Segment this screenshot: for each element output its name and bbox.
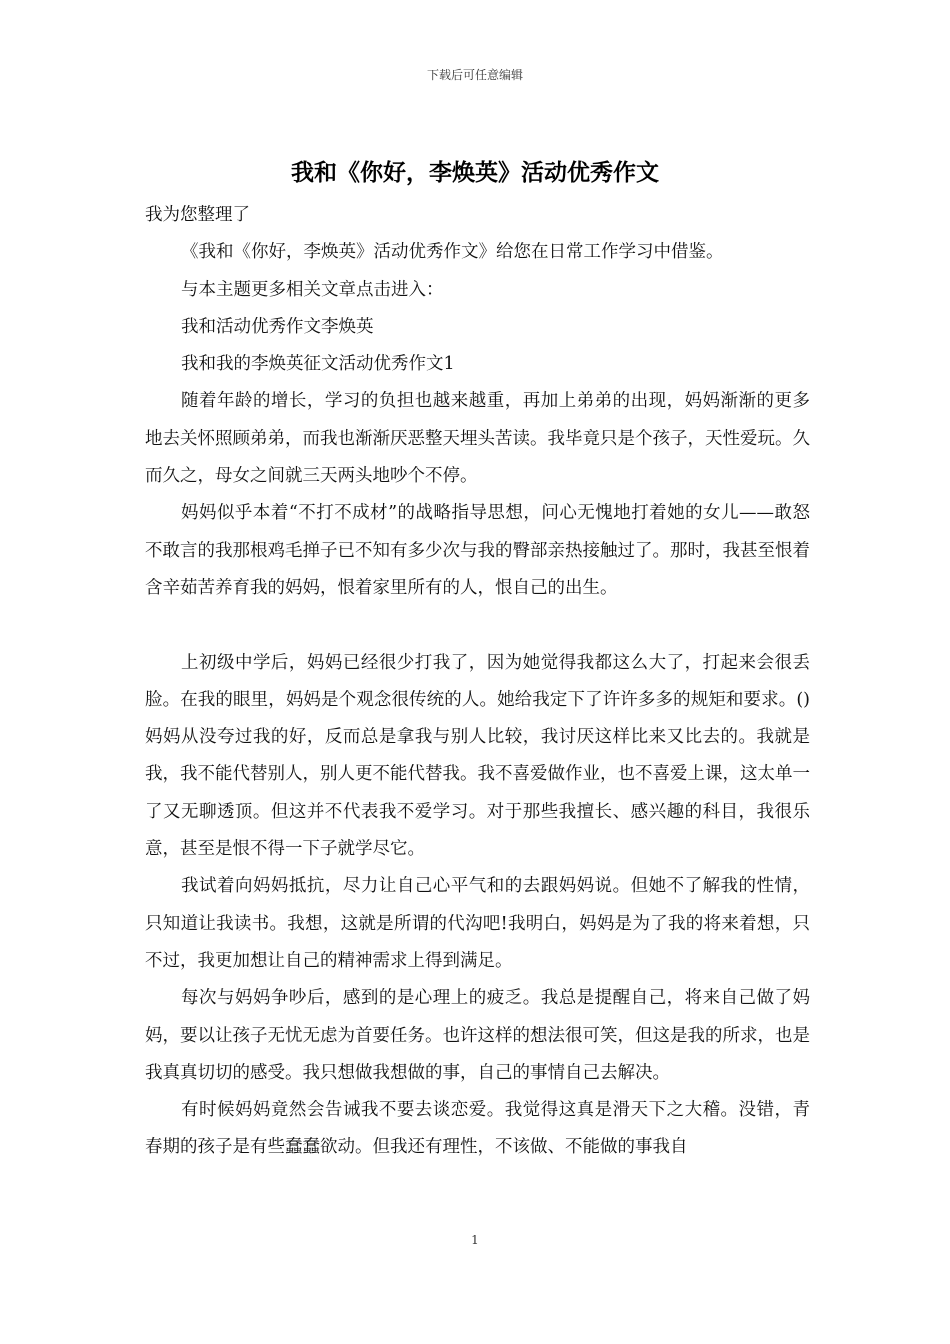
document-body <box>145 197 810 1167</box>
page-header: 下载后可任意编辑 <box>426 68 523 82</box>
paragraph: 有时候妈妈竟然会告诫我不要去谈恋爱。我觉得这真是滑天下之大稽。没错，青春期的孩子是有些蠢蠢欲动。但我还有理性，不该做、不能做的事我自 <box>145 1100 810 1158</box>
paragraph-reference: 《我和《你好，李焕英》活动优秀作文》给您在日常工作学习中借鉴。 <box>181 242 724 263</box>
paragraph: 我试着向妈妈抵抗，尽力让自己心平气和的去跟妈妈说。但她不了解我的性情，只知道让我读书。我想，这就是所谓的代沟吧!我明白，妈妈是为了我的将来着想，只不过，我更加想让自己的精神需求上得到满足。 <box>145 876 810 971</box>
paragraph: 妈妈似乎本着“不打不成材”的战略指导思想，问心无愧地打着她的女儿——敢怒不敢言的我那根鸡毛掸子已不知有多少次与我的臀部亲热接触过了。那时，我甚至恨着含辛茹苦养育我的妈妈，恨着家里所有的人，恨自己的出生。 <box>145 503 810 598</box>
paragraph: 每次与妈妈争吵后，感到的是心理上的疲乏。我总是提醒自己，将来自己做了妈妈，要以让孩子无忧无虑为首要任务。也许这样的想法很可笑，但这是我的所求，也是我真真切切的感受。我只想做我想做的事，自己的事情自己去解决。 <box>145 988 810 1083</box>
paragraph: 上初级中学后，妈妈已经很少打我了，因为她觉得我都这么大了，打起来会很丢脸。在我的眼里，妈妈是个观念很传统的人。她给我定下了许许多多的规矩和要求。()妈妈从没夸过我的好，反而总是拿我与别人比较，我讨厌这样比来又比去的。我就是我，我不能代替别人，别人更不能代替我。我不喜爱做作业，也不喜爱上课，这太单一了又无聊透顶。但这并不代表我不爱学习。对于那些我擅长、感兴趣的科目，我很乐意，甚至是恨不得一下子就学尽它。 <box>145 652 810 860</box>
paragraph: 随着年龄的增长，学习的负担也越来越重，再加上弟弟的出现，妈妈渐渐的更多地去关怀照顾弟弟，而我也渐渐厌恶整天埋头苦读。我毕竟只是个孩子，天性爱玩。久而久之，母女之间就三天两头地吵个不停。 <box>145 391 810 487</box>
related-article-link[interactable]: 我和活动优秀作文李焕英 <box>181 316 374 337</box>
blank-line <box>145 607 810 644</box>
paragraph-related-prompt: 与本主题更多相关文章点击进入： <box>181 279 444 300</box>
document-title: 我和《你好，李焕英》活动优秀作文 <box>291 159 659 186</box>
page-number: 1 <box>471 1233 479 1247</box>
essay-heading: 我和我的李焕英征文活动优秀作文1 <box>181 354 455 375</box>
paragraph-intro: 我为您整理了 <box>145 205 250 225</box>
